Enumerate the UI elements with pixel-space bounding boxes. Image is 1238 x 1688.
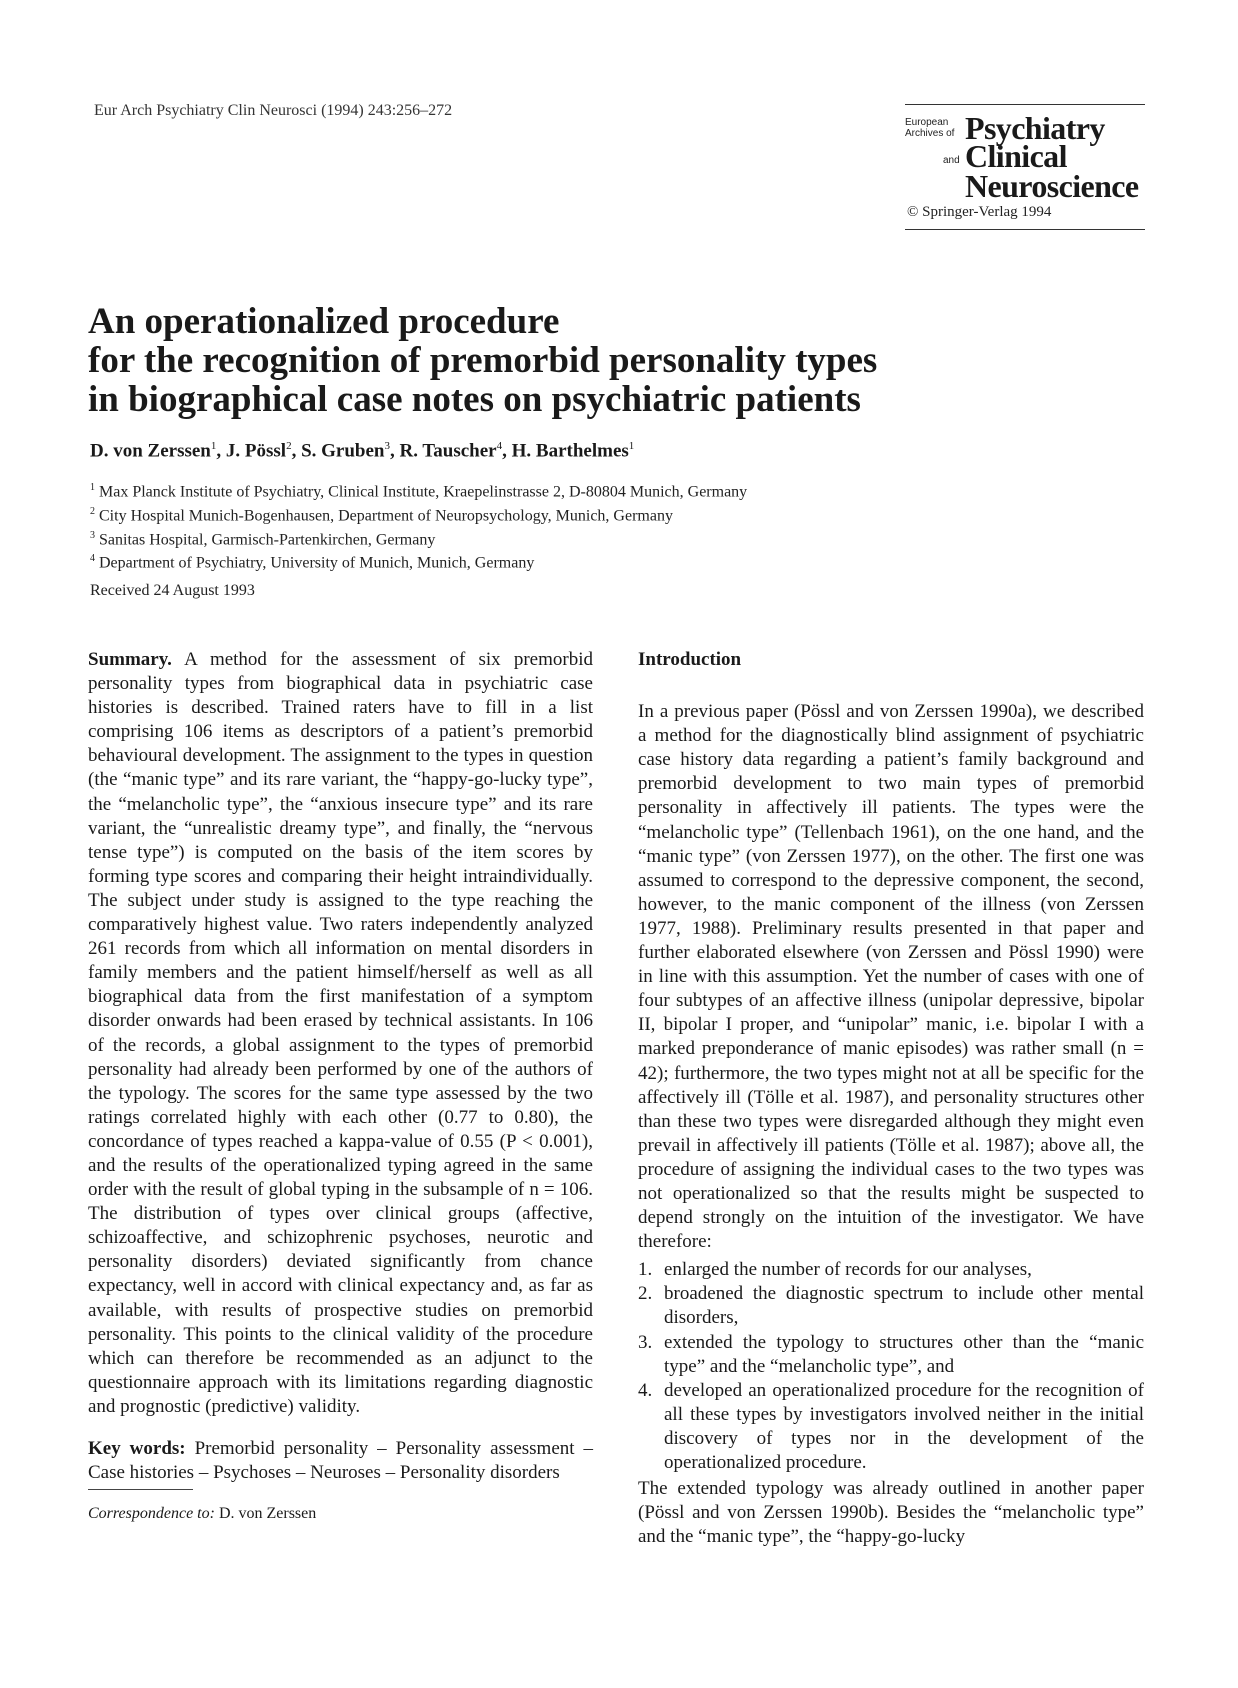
summary-label: Summary.: [88, 649, 172, 670]
list-item: [638, 1379, 1144, 1475]
keywords-text: Premorbid personality – Personality assessment – Case histories – Psychoses – Neuroses – Personality disorders: [88, 1438, 593, 1484]
article-title: [88, 302, 968, 419]
affiliation-number: 1: [90, 482, 95, 493]
author-affiliation-number: 1: [628, 440, 635, 452]
summary-text: A method for the assessment of six premorbid personality types from biographical data in psychiatric case histories is described. Trained raters have to fill in a list comprising 106 items as descriptors of a patient’s premorbid behavioural development. The assignment to the types in question (the “manic type” and its rare variant, the “happy-go-lucky type”, the “melancholic type”, the “anxious insecure type” and its rare variant, the “unrealistic dreamy type”, and finally, the “nervous tense type”) is computed on the basis of the item scores by forming type scores and comparing their height intraindividually. The subject under study is assigned to the type reaching the comparatively highest value. Two raters independently analyzed 261 records from which all information on mental disorders in family members and the patient himself/herself as well as all biographical data from the first manifestation of a symptom disorder onwards had been erased by technical assistants. In 106 of the records, a global assignment to the types of premorbid personality had already been performed by one of the authors of the typology. The scores for the same type assessed by the two ratings correlated highly with each other (0.77 to 0.80), the concordance of types reached a kappa-value of 0.55 (P < 0.001), and the results of the operationalized typing agreed in the same order with the result of global typing in the subsample of n = 106. The distribution of types over clinical groups (affective, schizoaffective, and schizophrenic psychoses, neurotic and personality disorders) deviated significantly from chance expectancy, well in accord with clinical expectancy and, as far as available, with results of prospective studies on premorbid personality. This points to the clinical validity of the procedure which can therefore be recommended as an adjunct to the questionnaire approach with its limitations regarding diagnostic and prognostic (predictive) validity.: [88, 649, 593, 1417]
author-affiliation-number: 4: [496, 440, 503, 452]
left-column: [88, 648, 593, 1526]
affiliation-text: Department of Psychiatry, University of Munich, Munich, Germany: [99, 554, 535, 572]
list-item-number: 2.: [638, 1283, 653, 1305]
affiliation-number: 4: [90, 553, 95, 565]
journal-archives-of: Archives of: [905, 128, 955, 139]
author-list: D. von Zerssen$^1$, J. Pössl$^2$, S. Gruben$^3$, R. Tauscher$^4$, H. Barthelmes$^1$: [90, 440, 635, 462]
affiliation-text: City Hospital Munich-Bogenhausen, Department of Neuropsychology, Munich, Germany: [99, 507, 673, 525]
list-item: [638, 1331, 1144, 1379]
title-line: in biographical case notes on psychiatric patients: [88, 379, 861, 420]
title-line: An operationalized procedure: [88, 301, 560, 342]
author-name: J. Pössl: [225, 440, 287, 462]
correspondence-note: [88, 1502, 593, 1526]
author-name: H. Barthelmes: [511, 440, 629, 462]
list-item-text: broadened the diagnostic spectrum to include other mental disorders,: [664, 1283, 1144, 1329]
affiliation-item: [90, 502, 747, 526]
author-name: S. Gruben: [301, 440, 385, 462]
title-line: for the recognition of premorbid personality types: [88, 340, 878, 381]
affiliation-text: Sanitas Hospital, Garmisch-Partenkirchen, Germany: [99, 530, 436, 548]
footnote-rule: [88, 1489, 193, 1490]
introduction-list: [638, 1258, 1144, 1475]
list-item-text: developed an operationalized procedure for the recognition of all these types by investigators involved neither in the initial discovery of types nor in the development of the operationalized procedure.: [664, 1379, 1144, 1473]
author-affiliation-number: 1: [210, 440, 217, 452]
copyright: © Springer-Verlag 1994: [907, 204, 1052, 220]
list-item-text: extended the typology to structures other than the “manic type” and the “melancholic type”, and: [664, 1331, 1144, 1377]
affiliation-text: Max Planck Institute of Psychiatry, Clinical Institute, Kraepelinstrasse 2, D-80804 Munich, Germany: [99, 483, 748, 501]
journal-and: and: [943, 155, 960, 166]
list-item-number: 4.: [638, 1379, 653, 1401]
keywords-paragraph: [88, 1437, 593, 1485]
correspondence-label: Correspondence to:: [88, 1505, 215, 1523]
keywords-label: Key words:: [88, 1438, 186, 1459]
journal-neuroscience: Neuroscience: [965, 168, 1139, 204]
affiliation-number: 3: [90, 529, 95, 541]
list-item: [638, 1282, 1144, 1330]
affiliation-item: [90, 549, 747, 573]
author-affiliation-number: 2: [286, 440, 292, 452]
list-item-number: 1.: [638, 1259, 653, 1281]
list-item-number: 3.: [638, 1331, 653, 1353]
journal-citation: Eur Arch Psychiatry Clin Neurosci (1994) 243:256–272: [94, 102, 453, 119]
journal-logo: [905, 104, 1150, 230]
introduction-heading: Introduction: [638, 649, 742, 670]
affiliation-item: [90, 478, 747, 502]
list-item-text: enlarged the number of records for our analyses,: [664, 1259, 1032, 1281]
introduction-paragraph: In a previous paper (Pössl and von Zerssen 1990a), we described a method for the diagnostically blind assignment of psychiatric case history data regarding a patient’s family background and premorbid development to two main types of premorbid personality in affectively ill patients. The types were the “melancholic type” (Tellenbach 1961), on the one hand, and the “manic type” (von Zerssen 1977), on the other. The first one was assumed to correspond to the depressive component, the second, however, to the manic component of the illness (von Zerssen 1977, 1988). Preliminary results presented in that paper and further elaborated elsewhere (von Zerssen and Pössl 1990) were in line with this assumption. Yet the number of cases with one of four subtypes of an affective illness (unipolar depressive, bipolar II, bipolar I proper, and “unipolar” manic, i.e. bipolar I with a marked preponderance of manic episodes) was rather small (n = 42); furthermore, the two types might not at all be specific for the affectively ill (Tölle et al. 1987), and personality structures other than these two types were disregarded although they might even prevail in affectively ill patients (Tölle et al. 1987); above all, the procedure of assigning the individual cases to the two types was not operationalized so that the results might be suspected to depend strongly on the intuition of the investigator. We have therefore:: [638, 701, 1144, 1253]
affiliation-number: 2: [90, 505, 95, 517]
journal-psychiatry: Psychiatry: [965, 110, 1105, 146]
correspondence-name: D. von Zerssen: [218, 1505, 317, 1523]
list-item: [638, 1258, 1144, 1282]
author-affiliation-number: 3: [384, 440, 390, 452]
affiliation-list: [90, 478, 747, 573]
right-column: [638, 648, 1144, 1549]
author-name: D. von Zerssen: [90, 440, 211, 462]
affiliation-item: [90, 526, 747, 550]
top-rule: [905, 104, 1145, 105]
bottom-rule: [905, 229, 1145, 230]
received-date: Received 24 August 1993: [90, 582, 255, 599]
author-name: R. Tauscher: [399, 440, 497, 462]
journal-european: European: [905, 117, 949, 128]
introduction-paragraph: The extended typology was already outlined in another paper (Pössl and von Zerssen 1990b). Besides the “melancholic type” and the “manic type”, the “happy-go-lucky: [638, 1478, 1144, 1548]
summary-paragraph: [88, 648, 593, 1419]
journal-clinical: Clinical: [965, 138, 1067, 174]
